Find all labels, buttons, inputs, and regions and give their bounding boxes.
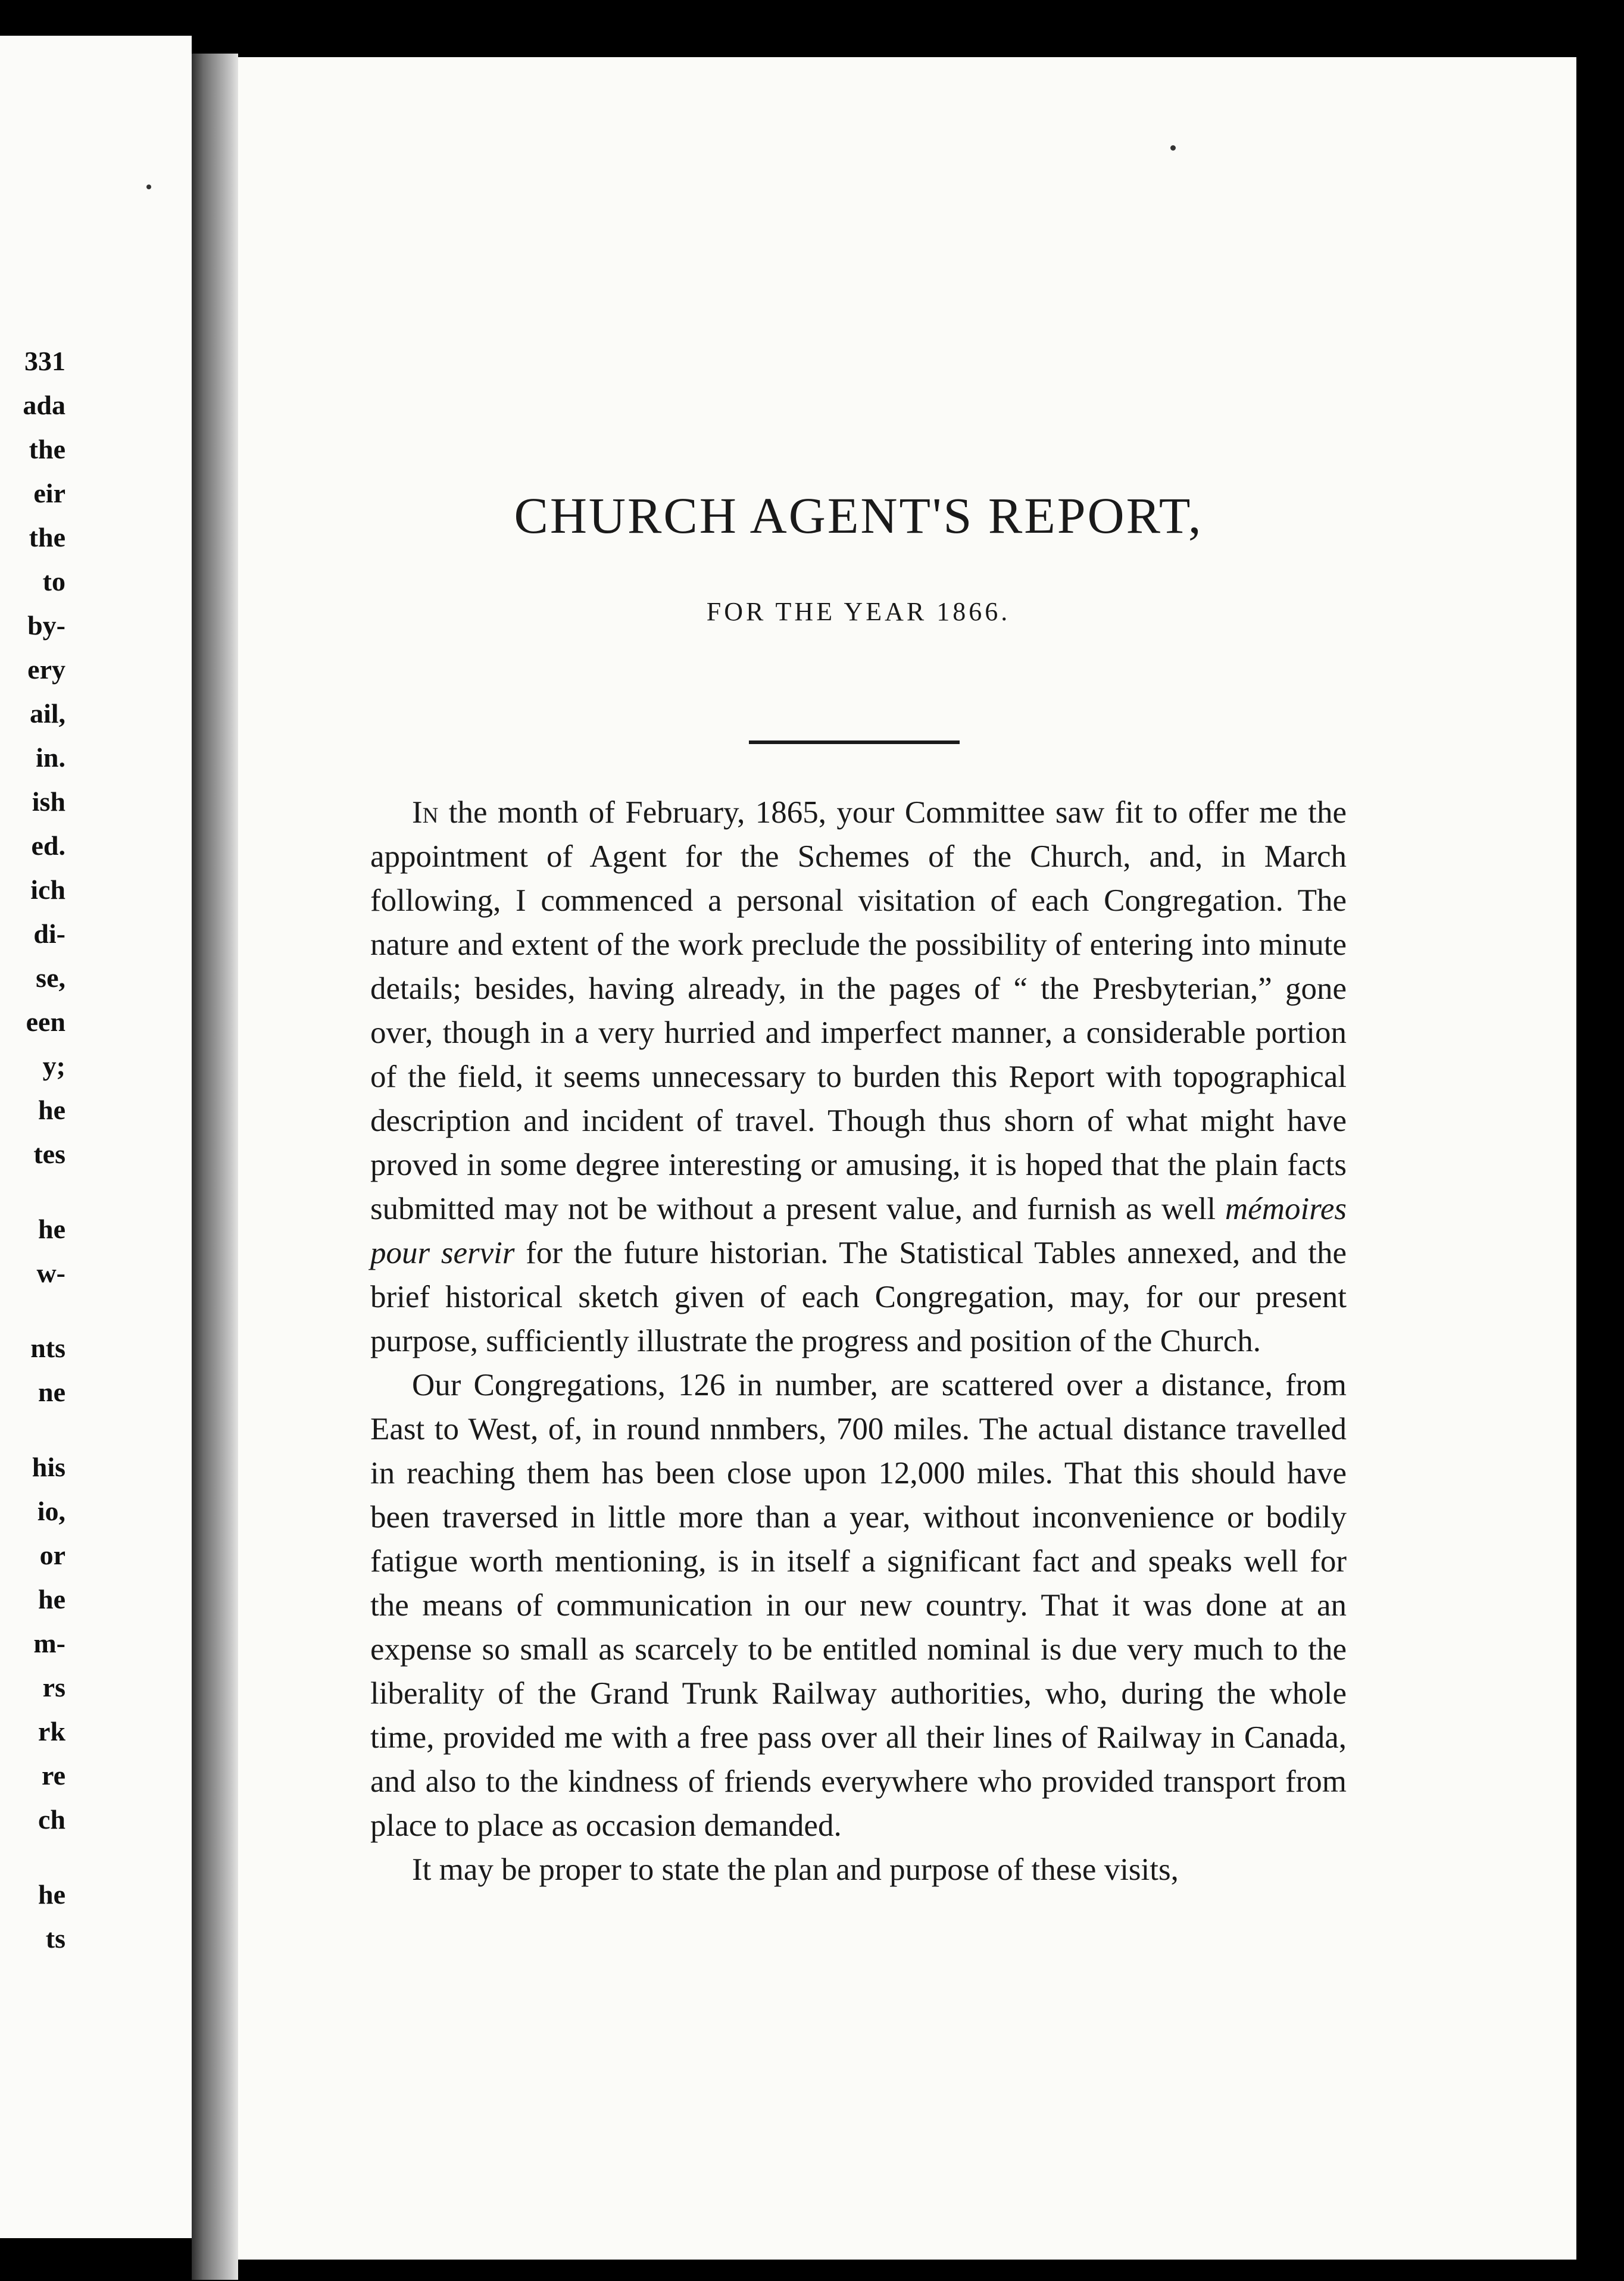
left-page-fragment-line: y; (42, 1051, 65, 1081)
left-page-fragment-line: or (39, 1540, 65, 1570)
left-page-fragment-line: he (38, 1584, 65, 1614)
left-page-text-fragments (0, 339, 65, 1961)
left-page-fragment-line: by- (27, 610, 65, 640)
left-page-fragment-line: rk (38, 1716, 65, 1746)
left-page-fragment-line: io, (37, 1496, 65, 1526)
paragraph-2: Our Congregations, 126 in number, are scattered over a distance, from East to West, of, in round nnmbers, 700 miles. The actual distance travelled in reaching them has been close upon 12,000 miles. That this should have been traversed in little more than a year, without inconvenience or bodily fatigue worth mentioning, is in itself a significant fact and speaks well for the means of communication in our new country. That it was done at an expense so small as scarcely to be entitled nominal is due very much to the liberality of the Grand Trunk Railway authorities, who, during the whole time, provided me with a free pass over all their lines of Railway in Canada, and also to the kindness of friends everywhere who provided transport from place to place as occasion demanded. (370, 1368, 1347, 1843)
page-speck (1170, 145, 1176, 151)
left-page-fragment-line: the (29, 522, 65, 552)
left-page-fragment-line: m- (33, 1628, 65, 1658)
report-subtitle: FOR THE YEAR 1866. (706, 597, 1011, 626)
title-rule (749, 740, 960, 744)
left-page-fragment-line: een (26, 1007, 65, 1037)
left-page-fragment-line: nts (30, 1333, 65, 1363)
left-page-fragment-line: ed. (31, 830, 65, 861)
left-page-fragment-line: he (38, 1879, 65, 1910)
paragraph-opening: In (412, 795, 439, 830)
left-page-fragment-line: re (41, 1760, 65, 1791)
left-page-fragment-line: se, (36, 963, 65, 993)
left-page-fragment-line: tes (33, 1139, 65, 1169)
left-page-fragment-line: ery (27, 654, 65, 685)
left-page-fragment-line: he (38, 1095, 65, 1125)
italic-phrase: mémoires pour servir (370, 1192, 1347, 1270)
left-page-fragment-line (0, 1414, 65, 1445)
left-page-fragment-line: ich (30, 874, 65, 905)
left-page-fragment-line (0, 1295, 65, 1326)
left-page-fragment-line (0, 1176, 65, 1207)
left-page-fragment-line: he (38, 1214, 65, 1244)
book-spine-shadow (192, 54, 238, 2280)
left-page-fragment-line: ch (38, 1804, 65, 1835)
main-page (238, 57, 1576, 2260)
left-page-fragment-line: ail, (29, 698, 65, 729)
left-page-fragment-line: eir (33, 478, 65, 508)
paragraph-1 (370, 790, 1347, 1363)
left-page-fragment-line: his (32, 1452, 65, 1482)
left-page-fragment-line: w- (36, 1258, 65, 1288)
left-page-fragment-line: ts (45, 1923, 65, 1954)
left-page-fragment-line: 331 (24, 346, 65, 376)
left-page-fragment-line: rs (42, 1672, 65, 1702)
left-page-fragment-line: the (29, 434, 65, 464)
left-page-fragment-line: ne (38, 1377, 65, 1407)
left-page-fragment-line: in. (36, 742, 65, 773)
left-page-fragment-line (0, 1842, 65, 1873)
left-page-fragment (0, 36, 192, 2238)
paragraph-1-text: the month of February, 1865, your Committee saw fit to offer me the appointment of Agent for the Schemes of the Church, and, in March following, I commenced a personal visitation of each Congregation. The nature and extent of the work preclude the possibility of entering into minute details; besides, having already, in the pages of “ the Presbyterian,” gone over, though in a very hurried and imperfect manner, a considerable portion of the field, it seems unnecessary to burden this Report with topographical description and incident of travel. Though thus shorn of what might have proved in some degree interesting or amusing, it is hoped that the plain facts submitted may not be without a present value, and furnish as well (370, 795, 1347, 1226)
left-page-fragment-line: ish (32, 786, 65, 817)
paragraph-3: It may be proper to state the plan and purpose of these visits, (412, 1852, 1179, 1887)
paragraph-1-tail: for the future historian. The Statistical Tables annexed, and the brief historical sketch given of each Congregation, may, for our present purpose, sufficiently illustrate the progress and position of the Church. (370, 1236, 1347, 1358)
left-page-fragment-line: ada (23, 390, 65, 420)
page-speck (146, 185, 151, 189)
left-page-fragment-line: di- (33, 918, 65, 949)
left-page-fragment-line: to (42, 566, 65, 596)
report-title: CHURCH AGENT'S REPORT, (514, 487, 1203, 544)
report-body (370, 790, 1347, 1892)
